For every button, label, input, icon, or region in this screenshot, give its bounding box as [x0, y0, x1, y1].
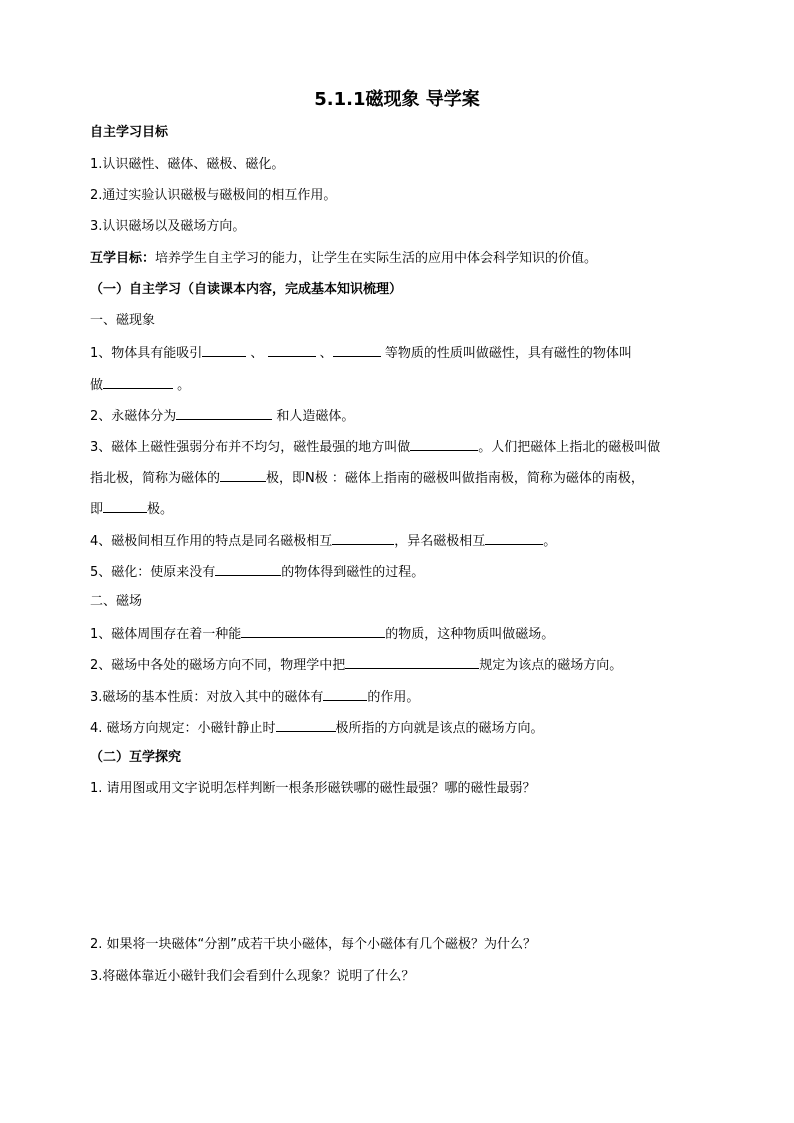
question-1-1-cont: 做 。 [90, 375, 190, 395]
mutual-goal [90, 250, 597, 268]
answer-blank[interactable] [176, 406, 272, 420]
answer-blank[interactable] [268, 343, 316, 357]
mutual-goal-text: 培养学生自主学习的能力，让学生在实际生活的应用中体会科学知识的价值。 [155, 251, 598, 266]
answer-blank[interactable] [276, 718, 336, 732]
goal-item: 2.通过实验认识磁极与磁极间的相互作用。 [90, 188, 337, 203]
question-2-4: 4. 磁场方向规定：小磁针静止时 极所指的方向就是该点的磁场方向。 [90, 718, 544, 738]
explore-question-1: 1. 请用图或用文字说明怎样判断一根条形磁铁哪的磁性最强？哪的磁性最弱？ [90, 781, 536, 796]
question-1-2: 2、永磁体分为 和人造磁体。 [90, 406, 354, 426]
goal-item: 3.认识磁场以及磁场方向。 [90, 219, 246, 234]
part1-heading: （一）自主学习（自读课本内容，完成基本知识梳理） [90, 282, 403, 297]
mutual-goal-label: 互学目标： [90, 251, 156, 266]
answer-blank[interactable] [241, 624, 385, 638]
answer-blank[interactable] [333, 343, 381, 357]
answer-blank[interactable] [410, 437, 478, 451]
answer-blank[interactable] [103, 499, 147, 513]
question-1-1: 1、物体具有能吸引 、 、 等物质的性质叫做磁性，具有磁性的物体叫 [90, 343, 632, 363]
question-1-3: 3、磁体上磁性强弱分布并不均匀，磁性最强的地方叫做 。人们把磁体上指北的磁极叫做 [90, 437, 660, 457]
page-title: 5.1.1磁现象 导学案 [314, 89, 480, 110]
question-2-2: 2、磁场中各处的磁场方向不同，物理学中把 规定为该点的磁场方向。 [90, 655, 622, 675]
question-2-3: 3.磁场的基本性质：对放入其中的磁体有 的作用。 [90, 687, 419, 707]
section2-heading: 二、磁场 [90, 594, 143, 609]
answer-blank[interactable] [485, 531, 543, 545]
part2-heading: （二）互学探究 [90, 750, 182, 765]
answer-blank[interactable] [202, 343, 246, 357]
question-2-1: 1、磁体周围存在着一种能 的物质，这种物质叫做磁场。 [90, 624, 554, 644]
explore-question-3: 3.将磁体靠近小磁针我们会看到什么现象？说明了什么？ [90, 969, 415, 984]
section1-heading: 一、磁现象 [90, 313, 156, 328]
answer-blank[interactable] [220, 468, 266, 482]
answer-blank[interactable] [332, 531, 394, 545]
goal-item: 1.认识磁性、磁体、磁极、磁化。 [90, 157, 285, 172]
question-1-4: 4、磁极间相互作用的特点是同名磁极相互 ，异名磁极相互 。 [90, 531, 556, 551]
question-1-5: 5、磁化：使原来没有 的物体得到磁性的过程。 [90, 562, 424, 582]
answer-blank[interactable] [103, 375, 173, 389]
answer-blank[interactable] [323, 687, 367, 701]
explore-question-2: 2. 如果将一块磁体“分割”成若干块小磁体，每个小磁体有几个磁极？为什么？ [90, 937, 537, 952]
answer-blank[interactable] [345, 655, 479, 669]
question-1-3-end: 即 极。 [90, 499, 173, 519]
goals-heading: 自主学习目标 [90, 125, 169, 140]
question-1-3-cont: 指北极，简称为磁体的 极，即N极 ：磁体上指南的磁极叫做指南极，简称为磁体的南极， [90, 468, 644, 488]
answer-blank[interactable] [215, 562, 281, 576]
